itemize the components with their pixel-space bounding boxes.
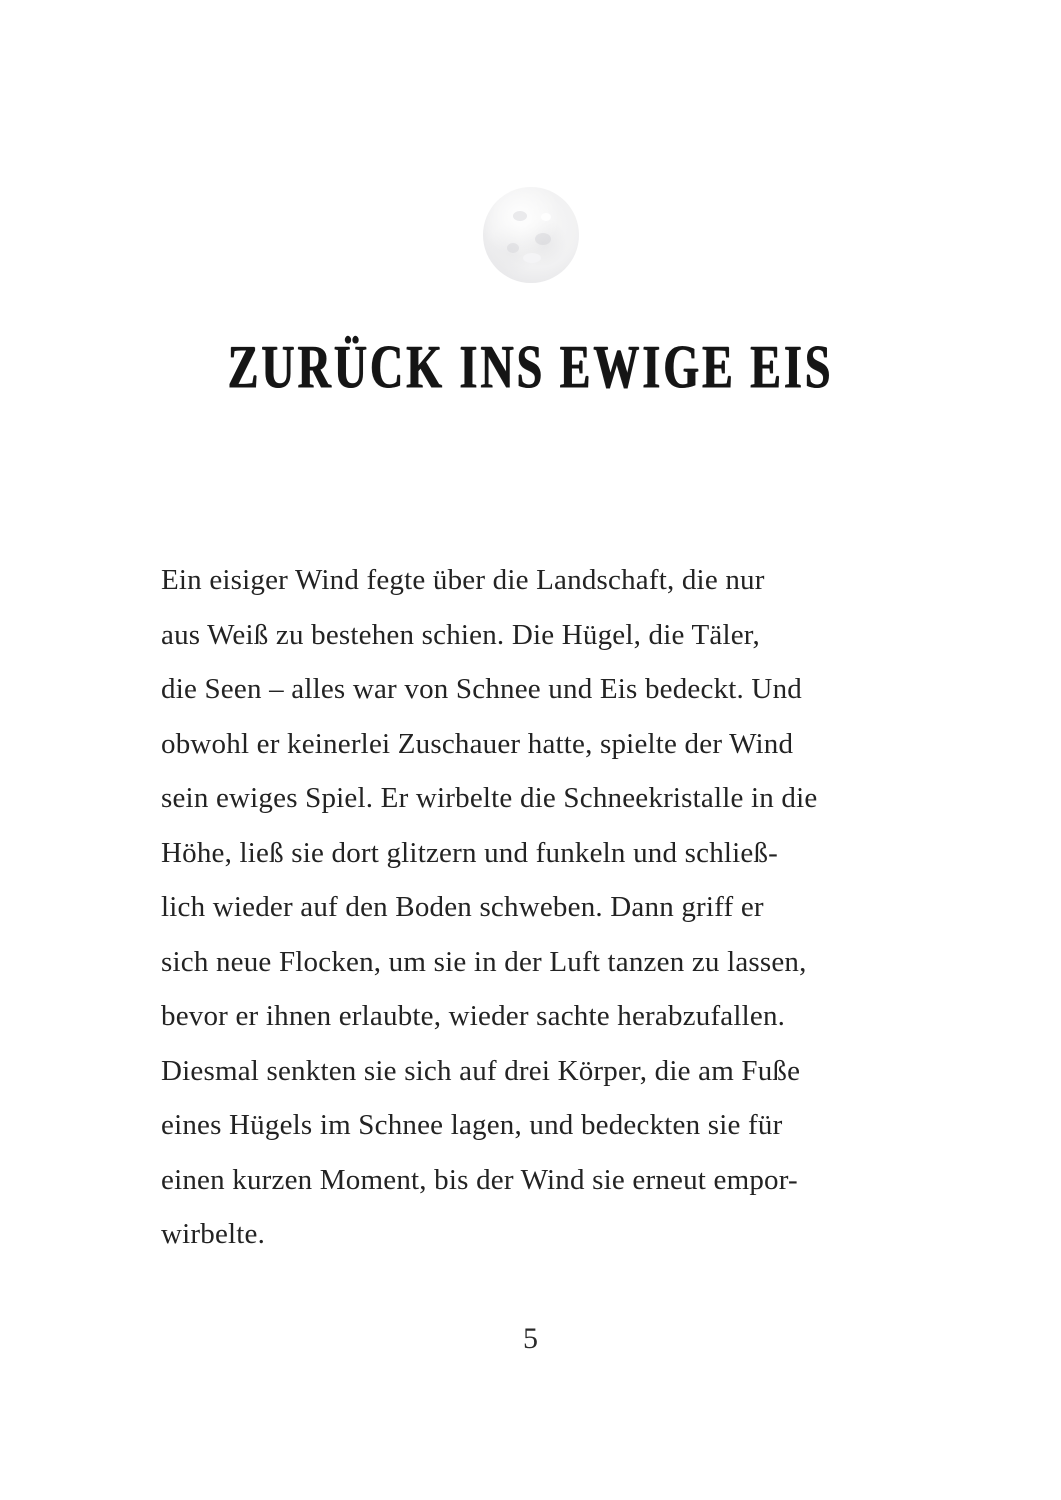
body-text-line: die Seen – alles war von Schnee und Eis bedeckt. Und [161, 673, 802, 705]
body-text-line: wirbelte. [161, 1218, 266, 1250]
snowball-ornament-image [483, 187, 579, 283]
page-number: 5 [523, 1322, 538, 1355]
body-text-line: eines Hügels im Schnee lagen, und bedeckten sie für [161, 1109, 783, 1141]
chapter-body-text [161, 553, 931, 1262]
snowball-texture-fleck [507, 243, 519, 253]
snowball-texture-fleck [523, 253, 541, 263]
body-text-line: obwohl er keinerlei Zuschauer hatte, spielte der Wind [161, 727, 794, 760]
snowball-texture-fleck [535, 233, 551, 245]
snowball-texture-fleck [541, 213, 551, 221]
body-text-line: bevor er ihnen erlaubte, wieder sachte herabzufallen. [161, 1000, 786, 1032]
body-text-line: Diesmal senkten sie sich auf drei Körper, die am Fuße [161, 1054, 801, 1087]
body-text-line: sich neue Flocken, um sie in der Luft tanzen zu lassen, [161, 945, 807, 978]
snowball-texture-fleck [513, 211, 527, 221]
body-text-line: sein ewiges Spiel. Er wirbelte die Schneekristalle in die [161, 782, 818, 814]
body-text-line: Ein eisiger Wind fegte über die Landschaft, die nur [161, 564, 765, 596]
body-text-line: einen kurzen Moment, bis der Wind sie erneut empor- [161, 1163, 798, 1196]
body-text-line: lich wieder auf den Boden schweben. Dann griff er [161, 891, 764, 923]
body-text-line: Höhe, ließ sie dort glitzern und funkeln und schließ- [161, 836, 779, 869]
chapter-title: ZURÜCK INS EWIGE EIS [227, 332, 834, 401]
body-text-line: aus Weiß zu bestehen schien. Die Hügel, die Täler, [161, 618, 760, 651]
